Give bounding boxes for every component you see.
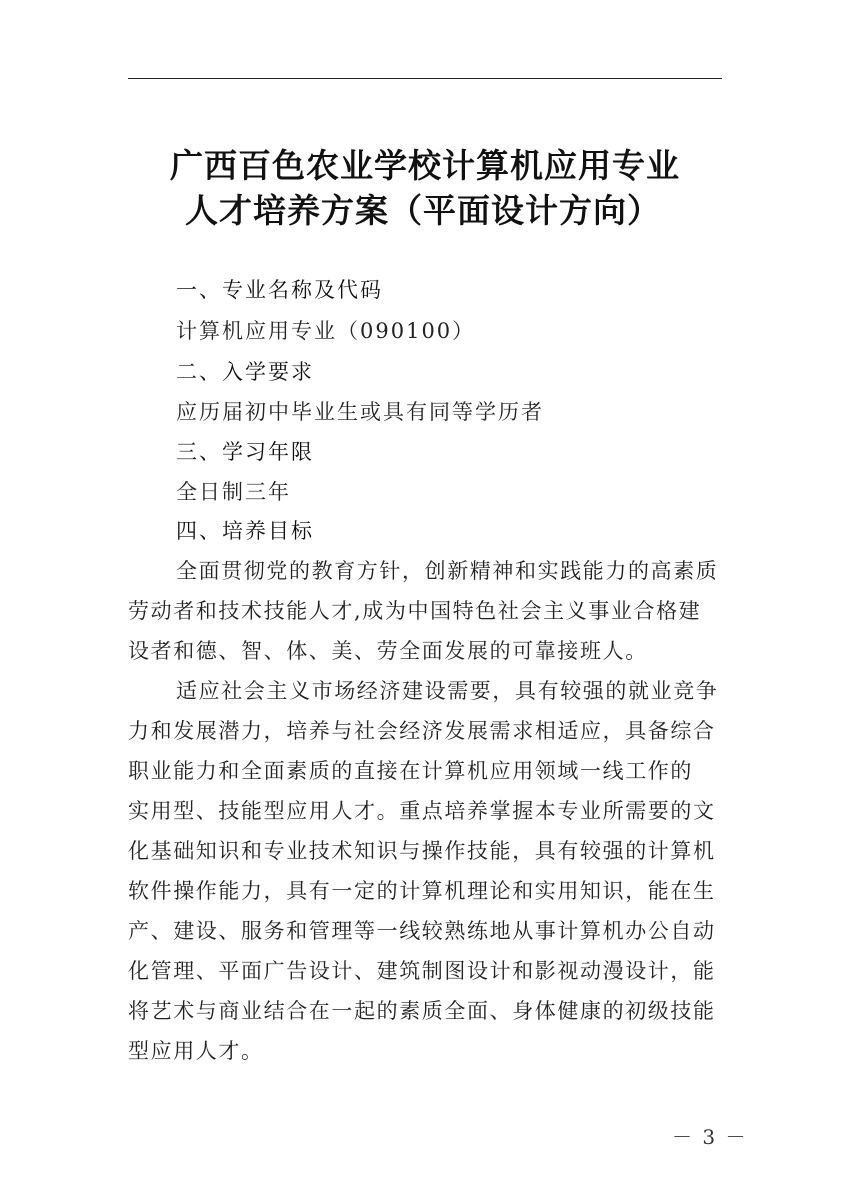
section-text-duration: 全日制三年 [176, 480, 291, 504]
document-title-line-1: 广西百色农业学校计算机应用专业 [170, 146, 680, 185]
section-heading-admission: 二、入学要求 [176, 360, 314, 384]
paragraph-2-line-1: 适应社会主义市场经济建设需要，具有较强的就业竞争 [176, 679, 719, 703]
page-number: － 3 － [672, 1125, 748, 1149]
paragraph-2-line-6: 软件操作能力，具有一定的计算机理论和实用知识，能在生 [128, 879, 716, 903]
paragraph-2-line-4: 实用型、技能型应用人才。重点培养掌握本专业所需要的文 [128, 799, 716, 823]
paragraph-1-line-2: 劳动者和技术技能人才,成为中国特色社会主义事业合格建 [128, 599, 702, 623]
paragraph-2-line-10: 型应用人才。 [128, 1039, 264, 1063]
paragraph-1-line-1: 全面贯彻党的教育方针，创新精神和实践能力的高素质 [176, 559, 719, 583]
paragraph-2-line-9: 将艺术与商业结合在一起的素质全面、身体健康的初级技能 [128, 999, 716, 1023]
section-heading-duration: 三、学习年限 [176, 440, 314, 464]
paragraph-2-line-8: 化管理、平面广告设计、建筑制图设计和影视动漫设计，能 [128, 959, 716, 983]
paragraph-2-line-5: 化基础知识和专业技术知识与操作技能，具有较强的计算机 [128, 839, 716, 863]
section-text-admission: 应历届初中毕业生或具有同等学历者 [176, 400, 544, 424]
paragraph-2-line-3: 职业能力和全面素质的直接在计算机应用领域一线工作的 [128, 759, 693, 783]
section-heading-objectives: 四、培养目标 [176, 519, 314, 543]
header-rule [128, 78, 722, 79]
section-text-major-name: 计算机应用专业（090100） [176, 319, 476, 343]
paragraph-1-line-3: 设者和德、智、体、美、劳全面发展的可靠接班人。 [128, 639, 648, 663]
paragraph-2-line-2: 力和发展潜力，培养与社会经济发展需求相适应，具备综合 [128, 719, 716, 743]
paragraph-2-line-7: 产、建设、服务和管理等一线较熟练地从事计算机办公自动 [128, 919, 716, 943]
section-heading-major-name: 一、专业名称及代码 [176, 278, 383, 302]
document-title-line-2: 人才培养方案（平面设计方向） [185, 191, 661, 230]
